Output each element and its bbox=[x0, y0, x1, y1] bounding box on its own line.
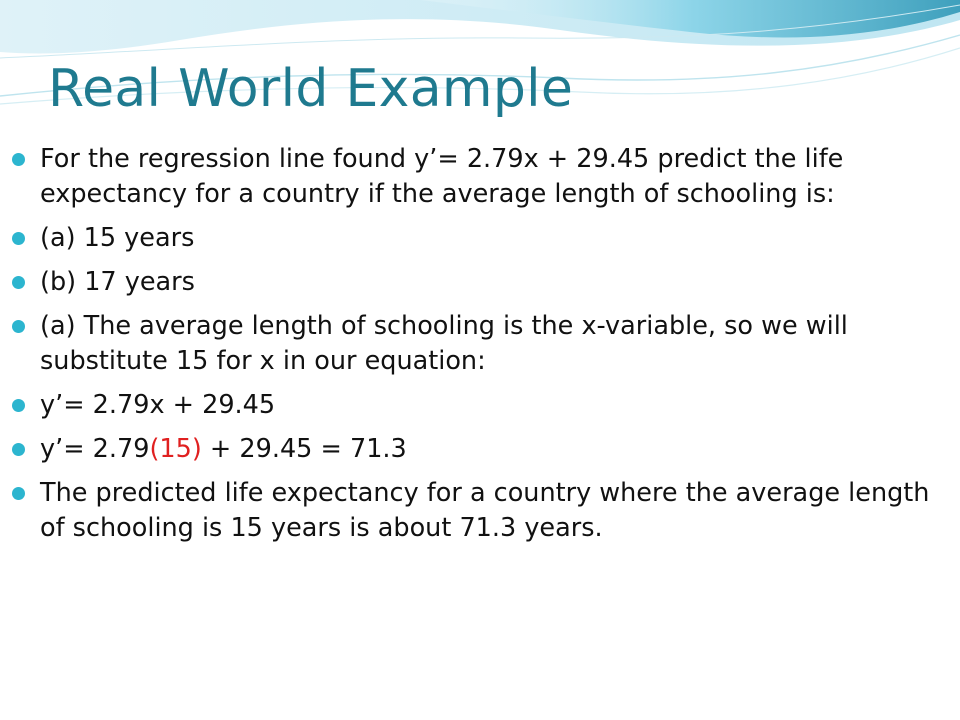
bullet-dot-icon bbox=[12, 320, 25, 333]
bullet-dot-icon bbox=[12, 232, 25, 245]
bullet-dot-icon bbox=[12, 153, 25, 166]
bullet-option-a bbox=[12, 221, 952, 256]
slide-title: Real World Example bbox=[48, 59, 574, 119]
bullet-text: y’= 2.79x + 29.45 bbox=[40, 390, 276, 420]
bullet-dot-icon bbox=[12, 276, 25, 289]
bullet-text: (a) The average length of schooling is the x-variable, so we will substitute 15 for x in our equation: bbox=[40, 311, 848, 376]
bullet-explanation bbox=[12, 309, 952, 379]
bullet-conclusion bbox=[12, 476, 952, 546]
substitution-highlight: (15) bbox=[149, 434, 202, 464]
bullet-text: (b) 17 years bbox=[40, 267, 195, 297]
bullet-regression-prompt bbox=[12, 142, 952, 212]
bullet-substitution bbox=[12, 432, 952, 467]
bullet-list bbox=[12, 142, 952, 555]
bullet-dot-icon bbox=[12, 487, 25, 500]
bullet-text: For the regression line found y’= 2.79x + 29.45 predict the life expectancy for a country if the average length of schooling is: bbox=[40, 144, 844, 209]
bullet-equation bbox=[12, 388, 952, 423]
bullet-text: (a) 15 years bbox=[40, 223, 195, 253]
bullet-dot-icon bbox=[12, 399, 25, 412]
bullet-option-b bbox=[12, 265, 952, 300]
substitution-after: + 29.45 = 71.3 bbox=[201, 434, 407, 464]
bullet-text: The predicted life expectancy for a country where the average length of schooling is 15 years is about 71.3 years. bbox=[40, 478, 930, 543]
substitution-before: y’= 2.79 bbox=[40, 434, 150, 464]
bullet-dot-icon bbox=[12, 443, 25, 456]
